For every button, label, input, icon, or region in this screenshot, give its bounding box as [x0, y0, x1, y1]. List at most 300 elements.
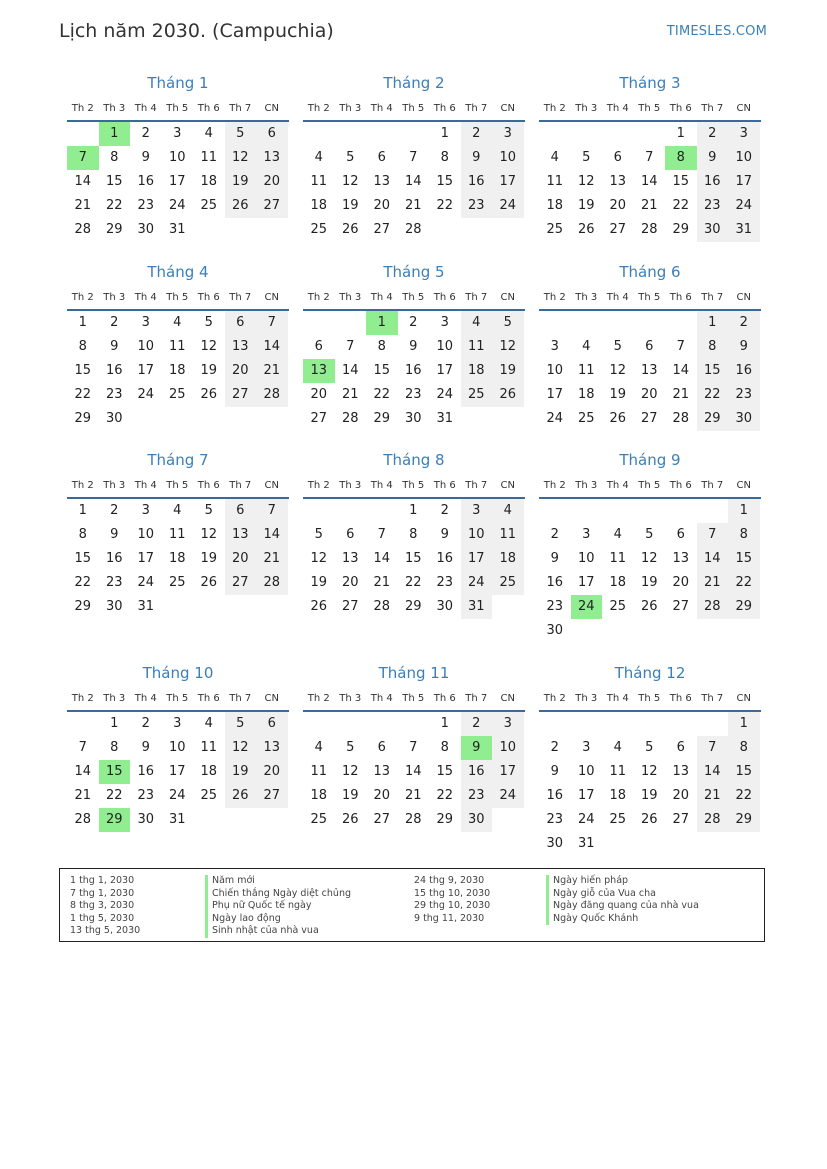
- week-row: [539, 619, 761, 643]
- weekday-label: Th 7: [701, 102, 724, 114]
- month-grid: [67, 499, 289, 619]
- day-cell: 18: [461, 359, 493, 383]
- day-cell: 3: [492, 712, 524, 736]
- week-row: [539, 407, 761, 431]
- weekday-label: Th 6: [433, 102, 456, 114]
- empty-day-cell: [225, 595, 257, 619]
- weekday-label: Th 3: [103, 102, 126, 114]
- day-cell: 14: [74, 764, 92, 779]
- empty-day-cell: [634, 832, 666, 856]
- weekday-label: Th 3: [339, 102, 362, 114]
- weekday-label: Th 7: [465, 479, 488, 491]
- month-7: [67, 449, 289, 619]
- empty-day-cell: [697, 832, 729, 856]
- day-cell: 8: [78, 339, 87, 354]
- day-cell: 1: [409, 503, 418, 518]
- day-cell: 3: [141, 315, 150, 330]
- weekday-label: Th 4: [370, 291, 393, 303]
- empty-day-cell: [162, 407, 194, 431]
- month-title: Tháng 11: [378, 664, 450, 682]
- weekday-label: CN: [500, 102, 515, 114]
- day-cell: 23: [728, 383, 760, 407]
- week-row: [539, 736, 761, 760]
- day-cell: 25: [310, 222, 328, 237]
- empty-day-cell: [398, 122, 430, 146]
- day-cell: 29: [74, 411, 92, 426]
- weekday-header: [67, 96, 289, 122]
- day-cell: 19: [640, 788, 658, 803]
- day-cell: 12: [640, 551, 658, 566]
- weekday-label: CN: [500, 692, 515, 704]
- legend-dates-right: [414, 875, 490, 925]
- day-cell: 24: [137, 387, 155, 402]
- site-link[interactable]: TIMESLES.COM: [666, 24, 767, 39]
- day-cell: 30: [137, 812, 155, 827]
- day-cell: 6: [613, 150, 622, 165]
- day-cell: 4: [173, 315, 182, 330]
- month-grid: [303, 499, 525, 619]
- day-cell: 17: [137, 363, 155, 378]
- day-cell: 9: [550, 551, 559, 566]
- day-cell: 18: [200, 174, 218, 189]
- day-cell: 4: [461, 311, 493, 335]
- day-cell: 20: [672, 575, 690, 590]
- day-cell: 26: [609, 411, 627, 426]
- month-10: [67, 662, 289, 832]
- day-cell: 29: [436, 812, 454, 827]
- day-cell: 27: [310, 411, 328, 426]
- month-title: Tháng 2: [383, 74, 445, 92]
- day-cell: 7: [697, 523, 729, 547]
- day-cell: 2: [409, 315, 418, 330]
- week-row: [539, 523, 761, 547]
- day-cell: 23: [404, 387, 422, 402]
- weekday-header: [303, 285, 525, 311]
- weekday-label: Th 2: [307, 102, 330, 114]
- day-cell: 8: [377, 339, 386, 354]
- weekday-label: Th 5: [166, 692, 189, 704]
- day-cell: 5: [492, 311, 524, 335]
- day-cell: 8: [110, 150, 119, 165]
- day-cell: 16: [461, 170, 493, 194]
- day-cell: 13: [225, 335, 257, 359]
- weekday-label: Th 5: [166, 291, 189, 303]
- day-cell: 9: [550, 764, 559, 779]
- weekday-header: [539, 96, 761, 122]
- weekday-label: CN: [500, 479, 515, 491]
- weekday-label: Th 2: [307, 291, 330, 303]
- empty-day-cell: [193, 218, 225, 242]
- day-cell: 24: [461, 571, 493, 595]
- day-cell: 6: [225, 499, 257, 523]
- day-cell: 4: [550, 150, 559, 165]
- day-cell: 9: [110, 339, 119, 354]
- day-cell: 6: [346, 527, 355, 542]
- week-row: [303, 547, 525, 571]
- month-5: [303, 261, 525, 431]
- day-cell: 12: [640, 764, 658, 779]
- day-cell: 12: [200, 527, 218, 542]
- day-cell: 13: [225, 523, 257, 547]
- day-cell: 25: [200, 788, 218, 803]
- day-cell: 3: [728, 122, 760, 146]
- day-cell: 11: [577, 363, 595, 378]
- empty-day-cell: [461, 218, 493, 242]
- day-cell: 17: [492, 760, 524, 784]
- weekday-label: Th 6: [197, 692, 220, 704]
- day-cell: 19: [310, 575, 328, 590]
- day-cell: 24: [546, 411, 564, 426]
- empty-day-cell: [728, 832, 760, 856]
- day-cell: 26: [200, 387, 218, 402]
- day-cell: 2: [697, 122, 729, 146]
- day-cell: 2: [110, 503, 119, 518]
- day-cell: 15: [672, 174, 690, 189]
- day-cell: 7: [377, 527, 386, 542]
- day-cell: 19: [341, 788, 359, 803]
- day-cell: 15: [436, 174, 454, 189]
- week-row: [67, 170, 289, 194]
- weekday-label: Th 5: [402, 479, 425, 491]
- weekday-label: Th 3: [575, 692, 598, 704]
- month-grid: [539, 122, 761, 242]
- day-cell: 2: [461, 122, 493, 146]
- day-cell: 6: [676, 740, 685, 755]
- day-cell: 22: [373, 387, 391, 402]
- day-cell: 24: [577, 812, 595, 827]
- legend-date: 8 thg 3, 2030: [70, 900, 135, 911]
- day-cell: 16: [546, 788, 564, 803]
- day-cell: 15: [436, 764, 454, 779]
- day-cell: 19: [200, 551, 218, 566]
- day-cell: 8: [78, 527, 87, 542]
- day-cell: 14: [672, 363, 690, 378]
- day-cell: 29: [728, 808, 760, 832]
- day-cell: 5: [346, 150, 355, 165]
- empty-day-cell: [492, 595, 524, 619]
- weekday-label: Th 6: [669, 479, 692, 491]
- day-cell: 7: [78, 740, 87, 755]
- day-cell: 19: [577, 198, 595, 213]
- weekday-header: [67, 473, 289, 499]
- day-cell: 28: [404, 222, 422, 237]
- day-cell: 21: [341, 387, 359, 402]
- day-cell: 5: [204, 315, 213, 330]
- weekday-label: Th 6: [197, 102, 220, 114]
- day-cell: 11: [200, 150, 218, 165]
- day-cell: 31: [461, 595, 493, 619]
- day-cell: 9: [110, 527, 119, 542]
- day-cell: 4: [492, 499, 524, 523]
- week-row: [303, 407, 525, 431]
- day-cell: 29: [404, 599, 422, 614]
- day-cell: 2: [728, 311, 760, 335]
- day-cell: 30: [461, 808, 493, 832]
- day-cell: 9: [409, 339, 418, 354]
- day-cell: 25: [609, 812, 627, 827]
- week-row: [539, 194, 761, 218]
- weekday-label: Th 2: [543, 479, 566, 491]
- day-cell: 17: [577, 575, 595, 590]
- week-row: [539, 170, 761, 194]
- legend-holiday-name: Phụ nữ Quốc tế ngày: [205, 900, 351, 913]
- day-cell: 27: [672, 812, 690, 827]
- weekday-header: [303, 473, 525, 499]
- empty-day-cell: [728, 619, 760, 643]
- day-cell: 23: [436, 575, 454, 590]
- day-cell: 11: [310, 174, 328, 189]
- day-cell: 18: [492, 547, 524, 571]
- empty-day-cell: [225, 808, 257, 832]
- weekday-label: Th 7: [465, 291, 488, 303]
- day-cell: 22: [697, 383, 729, 407]
- day-cell: 27: [256, 784, 288, 808]
- empty-day-cell: [492, 218, 524, 242]
- empty-day-cell: [256, 218, 288, 242]
- day-cell: 21: [404, 198, 422, 213]
- day-cell: 25: [492, 571, 524, 595]
- empty-day-cell: [162, 595, 194, 619]
- legend-holiday-name: Ngày hiến pháp: [546, 875, 699, 888]
- day-cell: 18: [200, 764, 218, 779]
- day-cell: 3: [582, 527, 591, 542]
- day-cell: 26: [310, 599, 328, 614]
- day-cell: 26: [640, 599, 658, 614]
- day-cell: 31: [137, 599, 155, 614]
- day-cell: 19: [225, 760, 257, 784]
- week-row: [539, 311, 761, 335]
- empty-day-cell: [303, 712, 335, 736]
- day-cell: 13: [341, 551, 359, 566]
- empty-day-cell: [571, 619, 603, 643]
- day-cell: 14: [373, 551, 391, 566]
- month-8: [303, 449, 525, 619]
- day-cell: 20: [640, 387, 658, 402]
- day-cell: 27: [341, 599, 359, 614]
- weekday-label: Th 6: [433, 479, 456, 491]
- weekday-label: Th 2: [543, 102, 566, 114]
- week-row: [539, 335, 761, 359]
- weekday-label: Th 6: [669, 102, 692, 114]
- empty-day-cell: [539, 122, 571, 146]
- weekday-label: Th 7: [701, 692, 724, 704]
- month-12: [539, 662, 761, 856]
- day-cell: 24: [436, 387, 454, 402]
- week-row: [67, 122, 289, 146]
- day-cell: 8: [440, 150, 449, 165]
- empty-day-cell: [571, 712, 603, 736]
- month-title: Tháng 3: [619, 74, 681, 92]
- day-cell: 11: [168, 527, 186, 542]
- day-cell: 22: [728, 784, 760, 808]
- day-cell: 7: [346, 339, 355, 354]
- weekday-label: Th 6: [433, 692, 456, 704]
- empty-day-cell: [67, 122, 99, 146]
- day-cell: 5: [645, 740, 654, 755]
- day-cell: 14: [74, 174, 92, 189]
- day-cell: 25: [546, 222, 564, 237]
- weekday-label: Th 5: [638, 102, 661, 114]
- day-cell: 2: [141, 716, 150, 731]
- day-cell: 20: [256, 760, 288, 784]
- holiday-legend: [59, 868, 765, 942]
- day-cell: 25: [577, 411, 595, 426]
- day-cell: 22: [404, 575, 422, 590]
- day-cell: 3: [173, 716, 182, 731]
- weekday-label: Th 3: [103, 479, 126, 491]
- month-1: [67, 72, 289, 242]
- day-cell: 14: [256, 335, 288, 359]
- empty-day-cell: [366, 499, 398, 523]
- day-cell: 20: [225, 359, 257, 383]
- legend-dates-left: [70, 875, 140, 938]
- legend-date: 15 thg 10, 2030: [414, 887, 491, 899]
- day-cell: 25: [609, 599, 627, 614]
- weekday-label: CN: [736, 291, 751, 303]
- holiday-day-cell: 7: [67, 146, 99, 170]
- empty-day-cell: [602, 832, 634, 856]
- day-cell: 12: [609, 363, 627, 378]
- day-cell: 24: [168, 788, 186, 803]
- day-cell: 13: [672, 764, 690, 779]
- weekday-label: CN: [264, 291, 279, 303]
- legend-holiday-name: Chiến thắng Ngày diệt chủng: [205, 888, 351, 901]
- weekday-label: Th 6: [669, 692, 692, 704]
- legend-holiday-name: Ngày đăng quang của nhà vua: [546, 900, 699, 913]
- empty-day-cell: [634, 499, 666, 523]
- empty-day-cell: [665, 712, 697, 736]
- empty-day-cell: [366, 712, 398, 736]
- day-cell: 4: [314, 150, 323, 165]
- day-cell: 30: [105, 411, 123, 426]
- day-cell: 6: [314, 339, 323, 354]
- day-cell: 7: [409, 740, 418, 755]
- day-cell: 14: [256, 523, 288, 547]
- weekday-label: CN: [264, 102, 279, 114]
- day-cell: 5: [225, 122, 257, 146]
- day-cell: 23: [137, 198, 155, 213]
- day-cell: 3: [440, 315, 449, 330]
- day-cell: 29: [105, 222, 123, 237]
- empty-day-cell: [303, 122, 335, 146]
- holiday-day-cell: 8: [665, 146, 697, 170]
- empty-day-cell: [602, 619, 634, 643]
- weekday-label: Th 2: [543, 291, 566, 303]
- day-cell: 16: [461, 760, 493, 784]
- day-cell: 22: [74, 575, 92, 590]
- day-cell: 6: [645, 339, 654, 354]
- day-cell: 22: [105, 788, 123, 803]
- day-cell: 21: [74, 198, 92, 213]
- week-row: [67, 499, 289, 523]
- week-row: [303, 760, 525, 784]
- weekday-header: [539, 686, 761, 712]
- day-cell: 17: [492, 170, 524, 194]
- weekday-label: Th 7: [229, 692, 252, 704]
- legend-date: 9 thg 11, 2030: [414, 912, 485, 924]
- day-cell: 10: [168, 150, 186, 165]
- day-cell: 11: [546, 174, 564, 189]
- week-row: [303, 383, 525, 407]
- empty-day-cell: [697, 619, 729, 643]
- week-row: [539, 122, 761, 146]
- week-row: [303, 170, 525, 194]
- day-cell: 10: [492, 736, 524, 760]
- legend-date: 1 thg 5, 2030: [70, 912, 135, 924]
- day-cell: 3: [582, 740, 591, 755]
- empty-day-cell: [335, 122, 367, 146]
- week-row: [303, 523, 525, 547]
- day-cell: 4: [204, 126, 213, 141]
- week-row: [67, 383, 289, 407]
- day-cell: 24: [137, 575, 155, 590]
- day-cell: 18: [310, 198, 328, 213]
- day-cell: 25: [168, 387, 186, 402]
- empty-day-cell: [539, 499, 571, 523]
- week-row: [539, 383, 761, 407]
- weekday-label: Th 3: [339, 479, 362, 491]
- day-cell: 25: [168, 575, 186, 590]
- month-title: Tháng 9: [619, 451, 681, 469]
- week-row: [539, 146, 761, 170]
- day-cell: 2: [461, 712, 493, 736]
- day-cell: 11: [200, 740, 218, 755]
- month-grid: [303, 311, 525, 431]
- legend-date: 29 thg 10, 2030: [414, 900, 491, 911]
- legend-holiday-name: Ngày lao động: [205, 913, 351, 926]
- month-title: Tháng 7: [147, 451, 209, 469]
- day-cell: 26: [341, 812, 359, 827]
- day-cell: 11: [461, 335, 493, 359]
- empty-day-cell: [697, 712, 729, 736]
- day-cell: 21: [256, 359, 288, 383]
- weekday-label: Th 4: [370, 479, 393, 491]
- week-row: [303, 194, 525, 218]
- empty-day-cell: [67, 712, 99, 736]
- weekday-header: [67, 686, 289, 712]
- weekday-header: [67, 285, 289, 311]
- weekday-header: [539, 473, 761, 499]
- day-cell: 2: [141, 126, 150, 141]
- day-cell: 4: [582, 339, 591, 354]
- day-cell: 22: [74, 387, 92, 402]
- week-row: [67, 784, 289, 808]
- week-row: [67, 194, 289, 218]
- weekday-label: Th 6: [433, 291, 456, 303]
- day-cell: 22: [436, 788, 454, 803]
- empty-day-cell: [571, 499, 603, 523]
- week-row: [67, 523, 289, 547]
- day-cell: 11: [492, 523, 524, 547]
- day-cell: 30: [404, 411, 422, 426]
- weekday-label: Th 2: [307, 479, 330, 491]
- day-cell: 9: [461, 146, 493, 170]
- day-cell: 26: [200, 575, 218, 590]
- day-cell: 6: [256, 712, 288, 736]
- day-cell: 13: [373, 174, 391, 189]
- weekday-label: Th 6: [197, 479, 220, 491]
- day-cell: 15: [373, 363, 391, 378]
- week-row: [303, 311, 525, 335]
- day-cell: 25: [200, 198, 218, 213]
- day-cell: 15: [74, 363, 92, 378]
- day-cell: 14: [341, 363, 359, 378]
- weekday-header: [303, 686, 525, 712]
- empty-day-cell: [492, 808, 524, 832]
- day-cell: 31: [168, 812, 186, 827]
- day-cell: 17: [168, 764, 186, 779]
- month-grid: [539, 499, 761, 643]
